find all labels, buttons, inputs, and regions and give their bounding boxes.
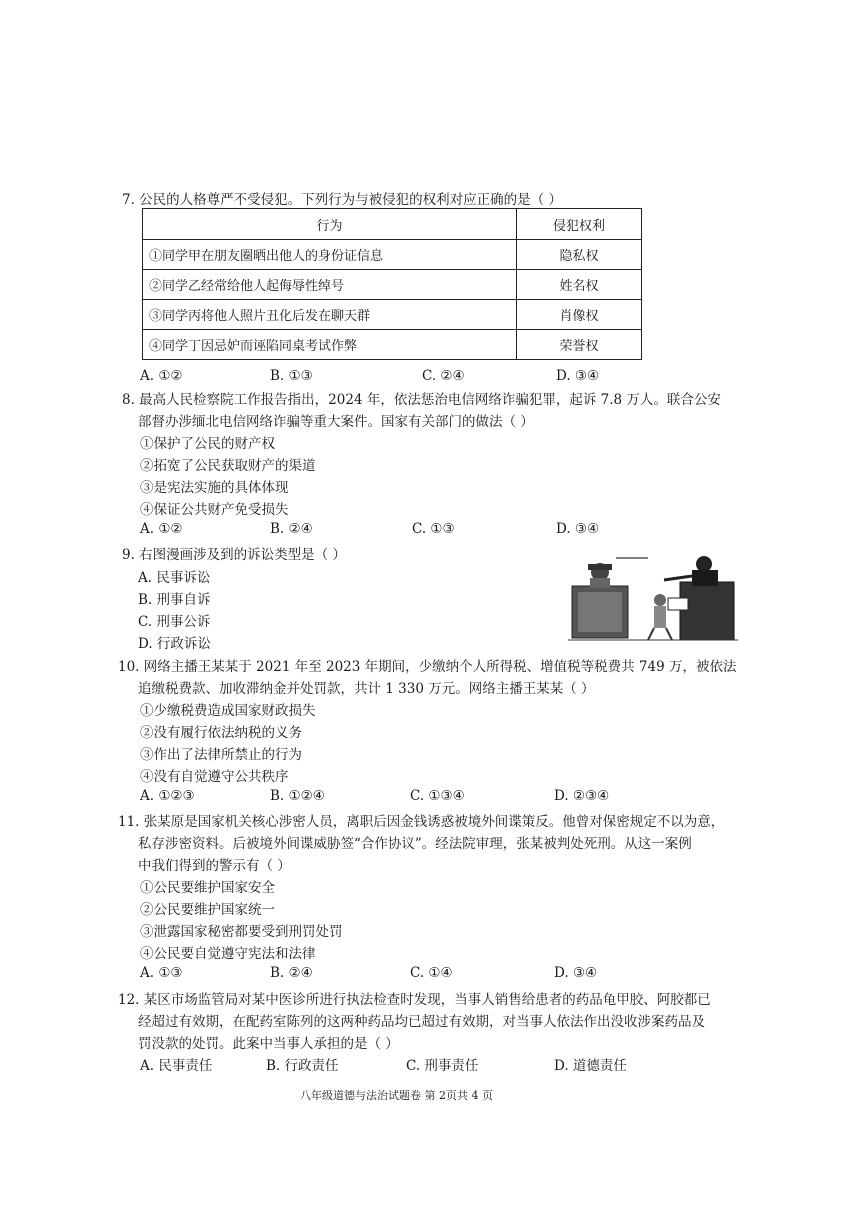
q11-item-3: ③泄露国家秘密都要受到刑罚处罚 (140, 924, 343, 940)
q8-option-d[interactable]: D. ③④ (556, 521, 600, 537)
q7-option-a[interactable]: A. ①② (140, 368, 183, 384)
q12-option-c[interactable]: C. 刑事责任 (406, 1058, 479, 1074)
q11-stem-line-1: 11. 张某原是国家机关核心涉密人员，离职后因金钱诱惑被境外间谍策反。他曾对保密规定不以为意， (118, 814, 725, 830)
q10-option-c[interactable]: C. ①③④ (410, 788, 465, 804)
q7-stem: 7. 公民的人格尊严不受侵犯。下列行为与被侵犯的权利对应正确的是（ ） (122, 192, 562, 208)
table-cell-behavior: ③同学丙将他人照片丑化后发在聊天群 (143, 300, 517, 330)
table-cell-right: 荣誉权 (517, 330, 642, 360)
q8-option-b[interactable]: B. ②④ (270, 521, 313, 537)
table-cell-right: 肖像权 (517, 300, 642, 330)
table-cell-right: 姓名权 (517, 270, 642, 300)
q9-option-c[interactable]: C. 刑事公诉 (138, 614, 211, 630)
q10-option-b[interactable]: B. ①②④ (270, 788, 325, 804)
page-footer: 八年级道德与法治试题卷 第 2页共 4 页 (300, 1089, 493, 1102)
lawsuit-cartoon-image (568, 552, 738, 644)
q11-option-b[interactable]: B. ②④ (270, 965, 313, 981)
q12-option-a[interactable]: A. 民事责任 (140, 1058, 213, 1074)
table-row (143, 300, 642, 330)
q7-option-d[interactable]: D. ③④ (556, 368, 600, 384)
q10-stem-line-2: 追缴税费款、加收滞纳金并处罚款，共计 1 330 万元。网络主播王某某（ ） (138, 681, 595, 697)
table-cell-right: 隐私权 (517, 240, 642, 270)
rights-table (142, 208, 642, 360)
q10-item-2: ②没有履行依法纳税的义务 (140, 725, 302, 741)
q9-stem: 9. 右图漫画涉及到的诉讼类型是（ ） (122, 547, 346, 563)
q8-item-3: ③是宪法实施的具体体现 (140, 480, 289, 496)
q10-item-4: ④没有自觉遵守公共秩序 (140, 769, 289, 785)
q12-stem-line-2: 经超过有效期，在配药室陈列的这两种药品均已超过有效期，对当事人依法作出没收涉案药品及 (138, 1014, 705, 1030)
q11-stem-line-2: 私存涉密资料。后被境外间谍威胁签“合作协议”。经法院审理，张某被判处死刑。从这一案例 (138, 836, 692, 852)
q10-option-a[interactable]: A. ①②③ (140, 788, 195, 804)
table-header-row (143, 209, 642, 240)
q11-item-2: ②公民要维护国家统一 (140, 902, 275, 918)
q11-option-d[interactable]: D. ③④ (554, 965, 598, 981)
q12-option-b[interactable]: B. 行政责任 (266, 1058, 339, 1074)
q8-item-2: ②拓宽了公民获取财产的渠道 (140, 458, 316, 474)
q8-item-1: ①保护了公民的财产权 (140, 436, 275, 452)
q12-option-d[interactable]: D. 道德责任 (554, 1058, 627, 1074)
table-row (143, 270, 642, 300)
q9-option-a[interactable]: A. 民事诉讼 (138, 570, 211, 586)
q10-option-d[interactable]: D. ②③④ (554, 788, 610, 804)
q10-item-3: ③作出了法律所禁止的行为 (140, 747, 302, 763)
table-cell-behavior: ①同学甲在朋友圈晒出他人的身份证信息 (143, 240, 517, 270)
q8-stem-line-1: 8. 最高人民检察院工作报告指出，2024 年，依法惩治电信网络诈骗犯罪，起诉 7.8 万人。联合公安 (122, 392, 721, 408)
q7-option-c[interactable]: C. ②④ (422, 368, 465, 384)
q10-stem-line-1: 10. 网络主播王某某于 2021 年至 2023 年期间，少缴纳个人所得税、增值税等税费共 749 万，被依法 (118, 659, 737, 675)
q12-stem-line-3: 罚没款的处罚。此案中当事人承担的是（ ） (138, 1036, 399, 1052)
q8-item-4: ④保证公共财产免受损失 (140, 502, 289, 518)
q9-option-d[interactable]: D. 行政诉讼 (138, 636, 211, 652)
q8-option-a[interactable]: A. ①② (140, 521, 183, 537)
q7-option-b[interactable]: B. ①③ (270, 368, 313, 384)
q9-option-b[interactable]: B. 刑事自诉 (138, 592, 211, 608)
table-header-right: 侵犯权利 (517, 209, 642, 240)
q11-option-a[interactable]: A. ①③ (140, 965, 183, 981)
table-row (143, 240, 642, 270)
table-cell-behavior: ②同学乙经常给他人起侮辱性绰号 (143, 270, 517, 300)
table-row (143, 330, 642, 360)
table-header-behavior: 行为 (143, 209, 517, 240)
q10-item-1: ①少缴税费造成国家财政损失 (140, 703, 316, 719)
q11-item-1: ①公民要维护国家安全 (140, 880, 275, 896)
table-cell-behavior: ④同学丁因忌妒而诬陷同桌考试作弊 (143, 330, 517, 360)
q8-stem-line-2: 部督办涉缅北电信网络诈骗等重大案件。国家有关部门的做法（ ） (138, 414, 534, 430)
q8-option-c[interactable]: C. ①③ (412, 521, 455, 537)
q11-option-c[interactable]: C. ①④ (410, 965, 453, 981)
q11-item-4: ④公民要自觉遵守宪法和法律 (140, 946, 316, 962)
q11-stem-line-3: 中我们得到的警示有（ ） (138, 858, 291, 874)
q12-stem-line-1: 12. 某区市场监管局对某中医诊所进行执法检查时发现，当事人销售给患者的药品龟甲胶、阿胶都已 (118, 992, 711, 1008)
